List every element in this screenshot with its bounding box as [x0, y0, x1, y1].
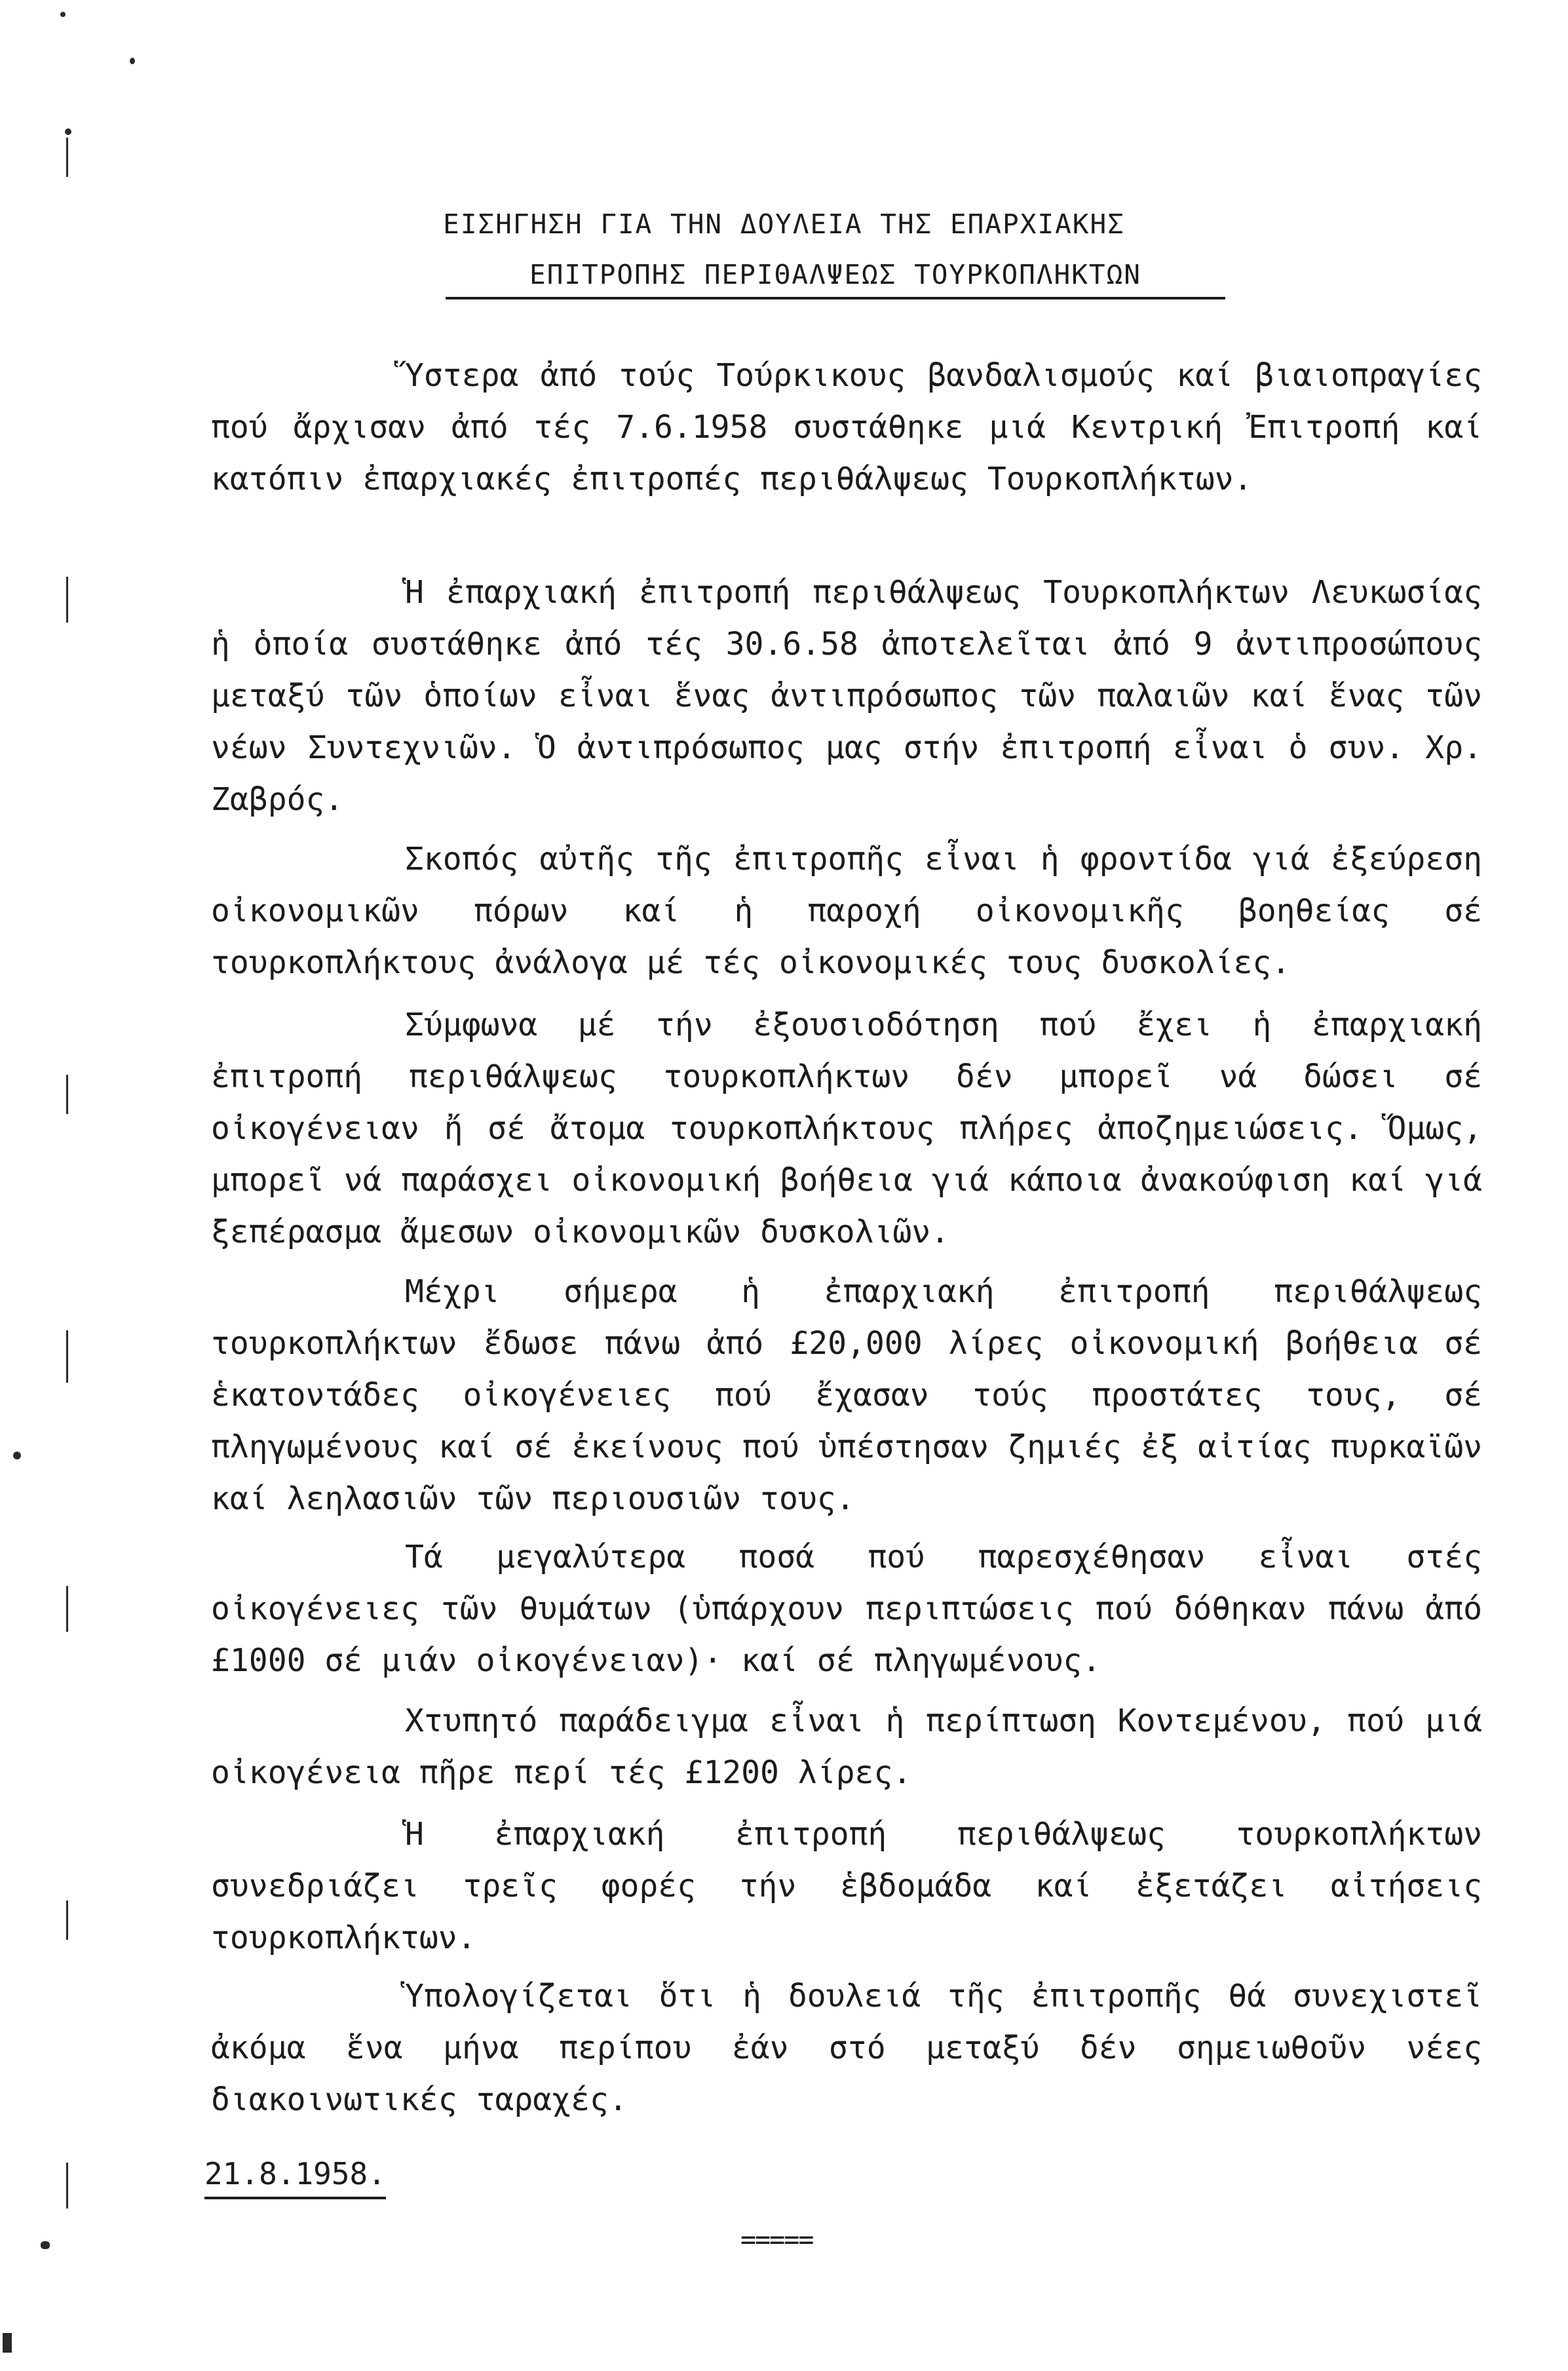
paragraph-6: Τά μεγαλύτερα ποσά πού παρεσχέθησαν εἶναι στές οἰκογένειες τῶν θυμάτων (ὑπάρχουν περιπτώσεις πού δόθηκαν πάνω ἀπό £1000 σέ μιάν οἰκογένειαν)· καί σέ πληγωμένους.	[211, 1539, 1482, 1679]
margin-speck	[130, 58, 135, 64]
document-date: 21.8.1958.	[204, 2156, 386, 2199]
margin-speck	[66, 1330, 68, 1383]
margin-speck	[3, 2333, 12, 2353]
paragraph-7: Χτυπητό παράδειγμα εἶναι ἡ περίπτωση Κοντεμένου, πού μιά οἰκογένεια πῆρε περί τές £1200 λίρες.	[211, 1703, 1482, 1791]
margin-speck	[66, 1586, 68, 1632]
paragraph-1: Ὕστερα ἀπό τούς Τούρκικους βανδαλισμούς καί βιαιοπραγίες πού ἄρχισαν ἀπό τές 7.6.1958 συστάθηκε μιά Κεντρική Ἐπιτροπή καί κατόπιν ἐπαρχιακές ἐπιτροπές περιθάλψεως Τουρκοπλήκτων.	[211, 357, 1482, 497]
paragraph-4: Σύμφωνα μέ τήν ἐξουσιοδότηση πού ἔχει ἡ ἐπαρχιακή ἐπιτροπή περιθάλψεως τουρκοπλήκτων δέν μπορεῖ νά δώσει σέ οἰκογένειαν ἤ σέ ἄτομα τουρκοπλήκτους πλήρες ἀποζημειώσεις. Ὅμως, μπορεῖ νά παράσχει οἰκονομική βοήθεια γιά κάποια ἀνακούφιση καί γιά ξεπέρασμα ἄμεσων οἰκονομικῶν δυσκολιῶν.	[211, 1007, 1482, 1250]
paragraph-2: Ἡ ἐπαρχιακή ἐπιτροπή περιθάλψεως Τουρκοπλήκτων Λευκωσίας ἡ ὁποία συστάθηκε ἀπό τές 30.6.58 ἀποτελεῖται ἀπό 9 ἀντιπροσώπους μεταξύ τῶν ὁποίων εἶναι ἕνας ἀντιπρόσωπος τῶν παλαιῶν καί ἕνας τῶν νέων Συντεχνιῶν. Ὁ ἀντιπρόσωπος μας στήν ἐπιτροπή εἶναι ὁ συν. Χρ. Ζαβρός.	[211, 574, 1482, 818]
margin-speck	[66, 2163, 68, 2208]
margin-speck	[66, 577, 68, 623]
margin-speck	[65, 128, 71, 135]
document-title-line-2: ΕΠΙΤΡΟΠΗΣ ΠΕΡΙΘΑΛΨΕΩΣ ΤΟΥΡΚΟΠΛΗΚΤΩΝ	[446, 259, 1225, 299]
margin-speck	[13, 1452, 21, 1459]
margin-speck	[66, 138, 68, 177]
margin-speck	[66, 1900, 68, 1940]
paragraph-3: Σκοπός αὐτῆς τῆς ἐπιτροπῆς εἶναι ἡ φροντίδα γιά ἐξεύρεση οἰκονομικῶν πόρων καί ἡ παροχή οἰκονομικῆς βοηθείας σέ τουρκοπλήκτους ἀνάλογα μέ τές οἰκονομικές τους δυσκολίες.	[211, 841, 1482, 981]
paragraph-8: Ἡ ἐπαρχιακή ἐπιτροπή περιθάλψεως τουρκοπλήκτων συνεδριάζει τρεῖς φορές τήν ἑβδομάδα καί ἐξετάζει αἰτήσεις τουρκοπλήκτων.	[211, 1816, 1482, 1956]
margin-speck	[60, 12, 66, 17]
end-mark: =====	[740, 2225, 813, 2255]
paragraph-5: Μέχρι σήμερα ἡ ἐπαρχιακή ἐπιτροπή περιθάλψεως τουρκοπλήκτων ἔδωσε πάνω ἀπό £20,000 λίρες οἰκονομική βοήθεια σέ ἑκατοντάδες οἰκογένειες πού ἔχασαν τούς προστάτες τους, σέ πληγωμένους καί σέ ἐκείνους πού ὑπέστησαν ζημιές ἐξ αἰτίας πυρκαϊῶν καί λεηλασιῶν τῶν περιουσιῶν τους.	[211, 1273, 1482, 1517]
margin-speck	[66, 1075, 68, 1114]
paragraph-9: Ὑπολογίζεται ὅτι ἡ δουλειά τῆς ἐπιτροπῆς θά συνεχιστεῖ ἀκόμα ἕνα μήνα περίπου ἐάν στό μεταξύ δέν σημειωθοῦν νέες διακοινωτικές ταραχές.	[211, 1978, 1482, 2118]
margin-speck	[41, 2241, 50, 2249]
document-title-line-1: ΕΙΣΗΓΗΣΗ ΓΙΑ ΤΗΝ ΔΟΥΛΕΙΑ ΤΗΣ ΕΠΑΡΧΙΑΚΗΣ	[443, 208, 1125, 240]
